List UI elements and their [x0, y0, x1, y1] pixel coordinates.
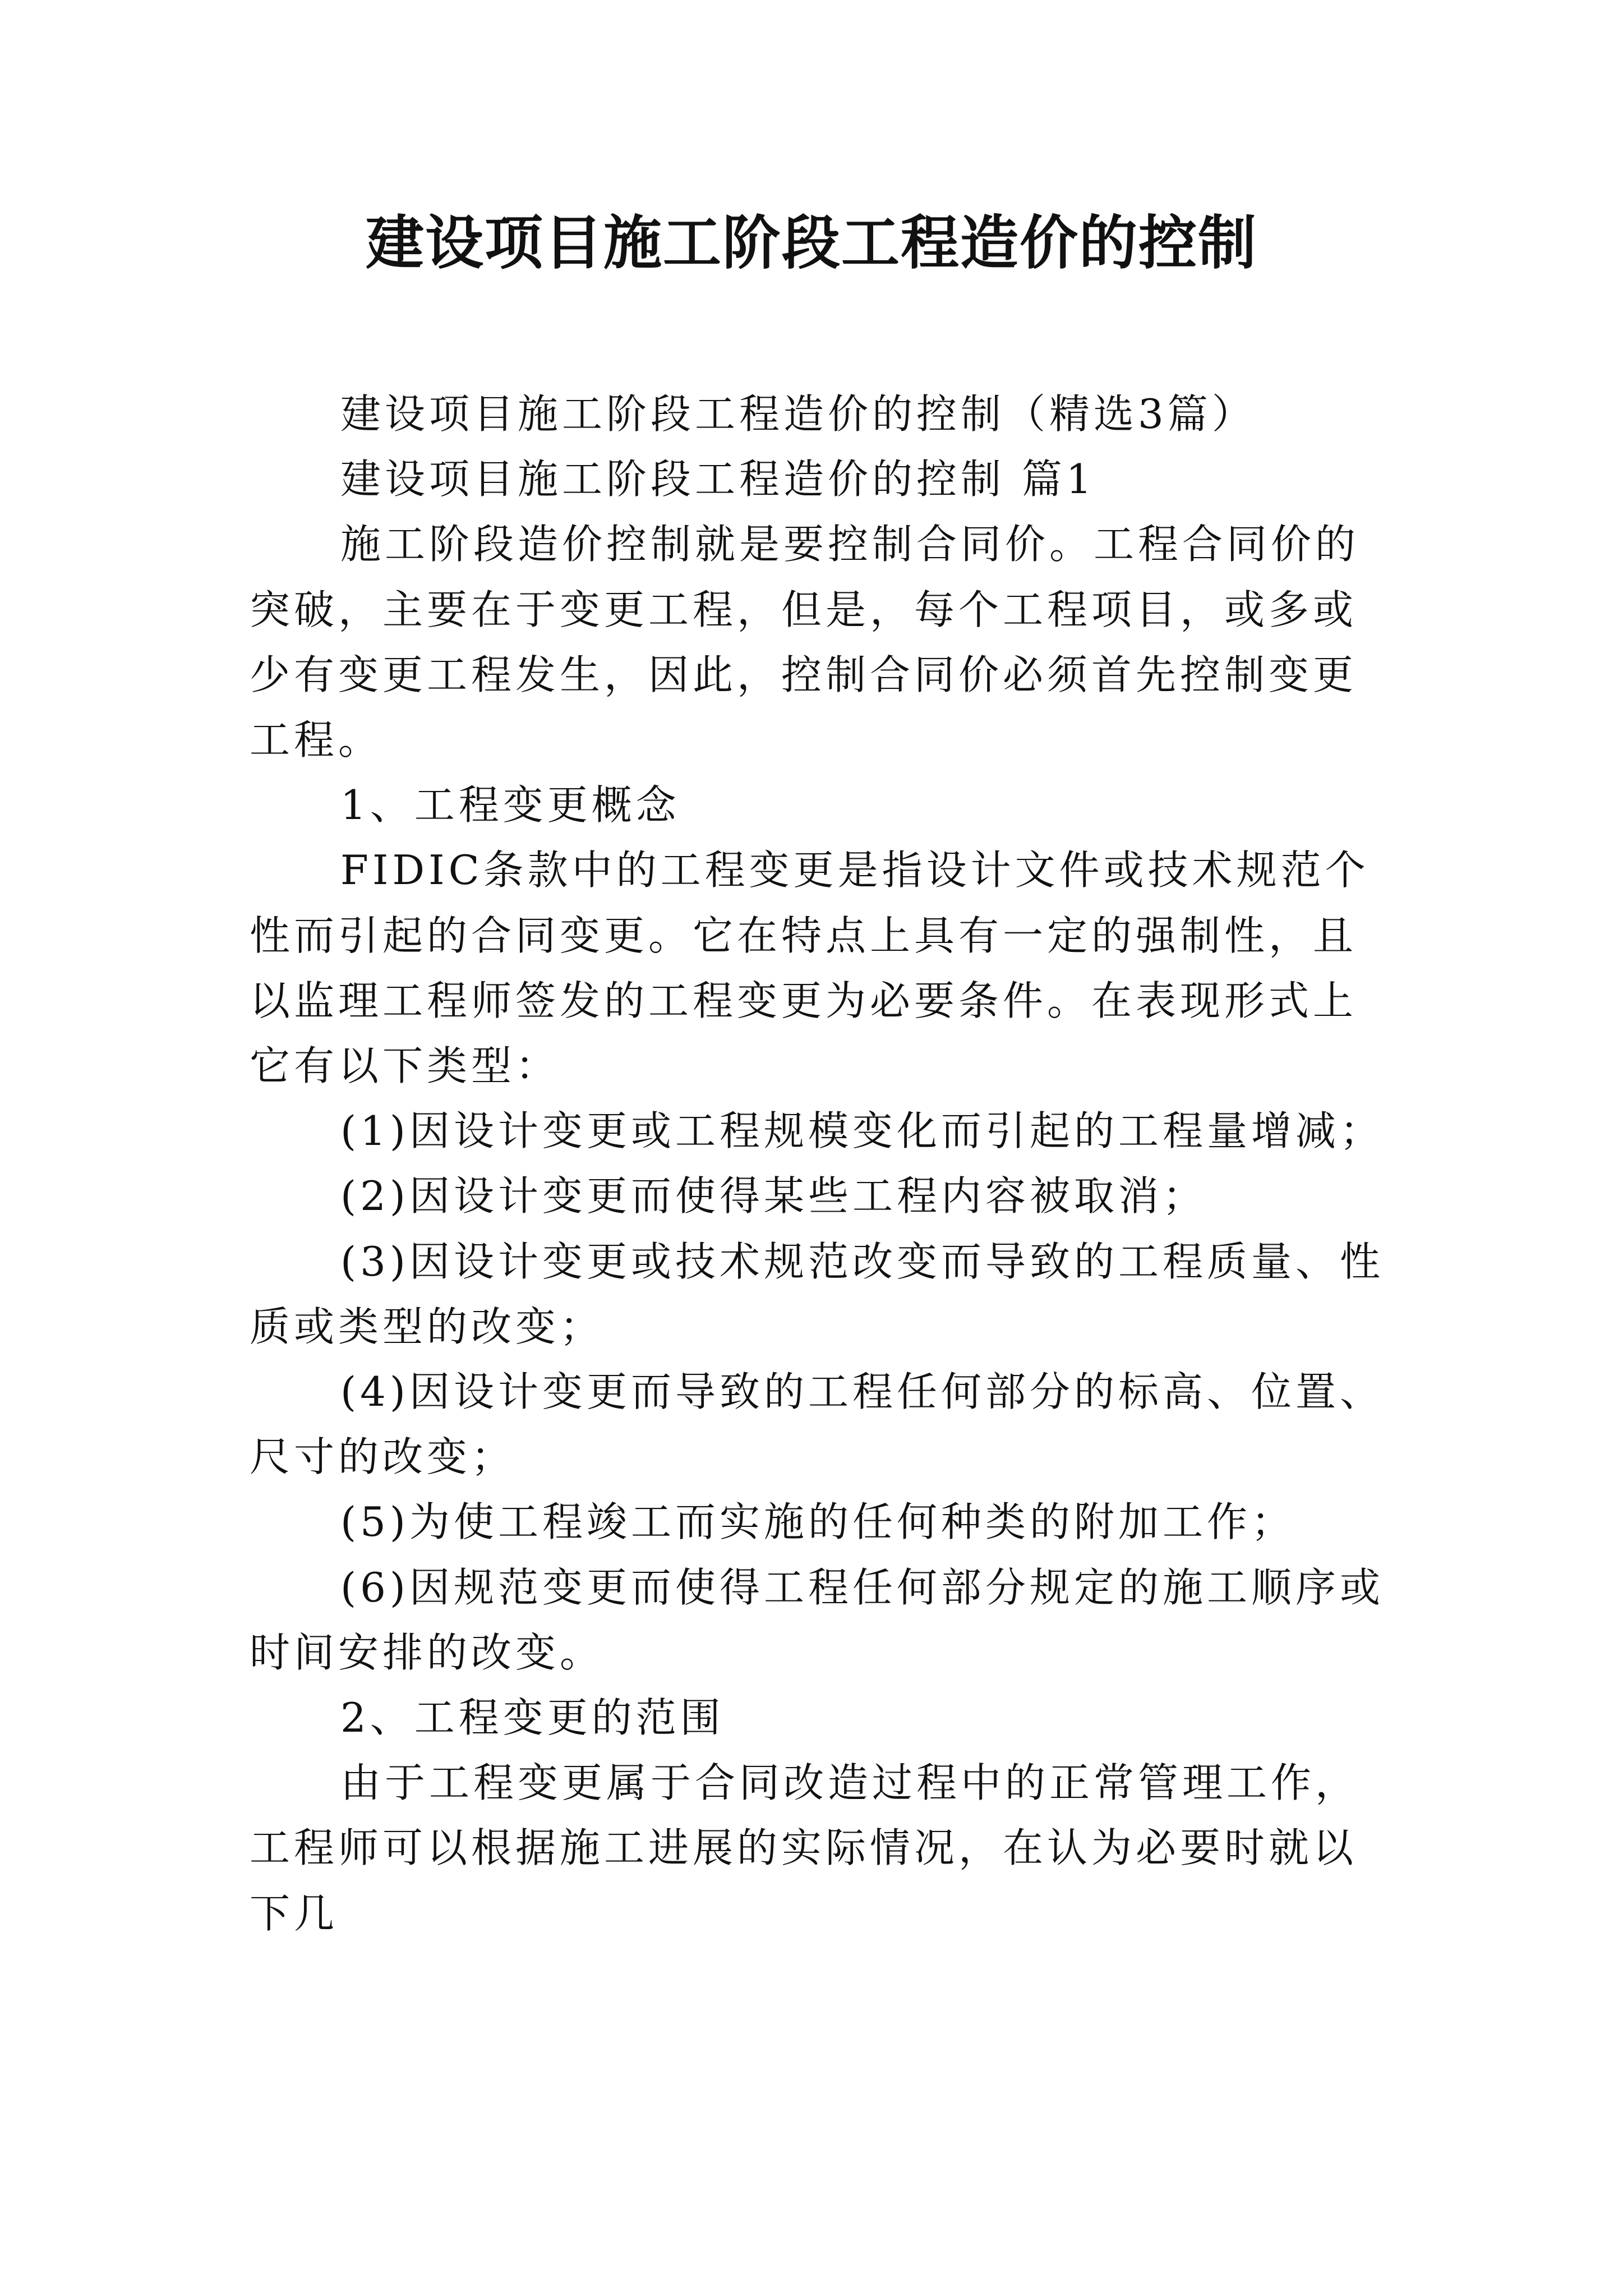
paragraph-subtitle: 建设项目施工阶段工程造价的控制（精选3篇） [340, 390, 1256, 438]
paragraph-intro: 施工阶段造价控制就是要控制合同价。工程合同价的突破，主要在于变更工程，但是，每个工程项目，或多或少有变更工程发生，因此，控制合同价必须首先控制变更工程。 [250, 521, 1360, 764]
list-item-3: (3)因设计变更或技术规范改变而导致的工程质量、性质或类型的改变； [250, 1237, 1384, 1350]
list-item-6: (6)因规范变更而使得工程任何部分规定的施工顺序或时间安排的改变。 [250, 1563, 1384, 1676]
heading-change-concept: 1、工程变更概念 [340, 781, 680, 829]
list-item-1: (1)因设计变更或工程规模变化而引起的工程量增减； [340, 1107, 1384, 1155]
paragraph-section-heading: 建设项目施工阶段工程造价的控制 篇1 [340, 455, 1096, 503]
list-item-4: (4)因设计变更而导致的工程任何部分的标高、位置、尺寸的改变； [250, 1368, 1384, 1481]
list-item-5: (5)为使工程竣工而实施的任何种类的附加工作； [340, 1498, 1295, 1546]
list-item-2: (2)因设计变更而使得某些工程内容被取消； [340, 1172, 1207, 1220]
paragraph-scope: 由于工程变更属于合同改造过程中的正常管理工作，工程师可以根据施工进展的实际情况，在认为必要时就以下几 [250, 1759, 1360, 1937]
paragraph-fidic: FIDIC条款中的工程变更是指设计文件或技术规范个性而引起的合同变更。它在特点上具有一定的强制性，且以监理工程师签发的工程变更为必要条件。在表现形式上它有以下类型： [250, 846, 1370, 1090]
document-title: 建设项目施工阶段工程造价的控制 [365, 208, 1257, 277]
heading-change-scope: 2、工程变更的范围 [340, 1694, 725, 1742]
document-body [250, 381, 1394, 1946]
